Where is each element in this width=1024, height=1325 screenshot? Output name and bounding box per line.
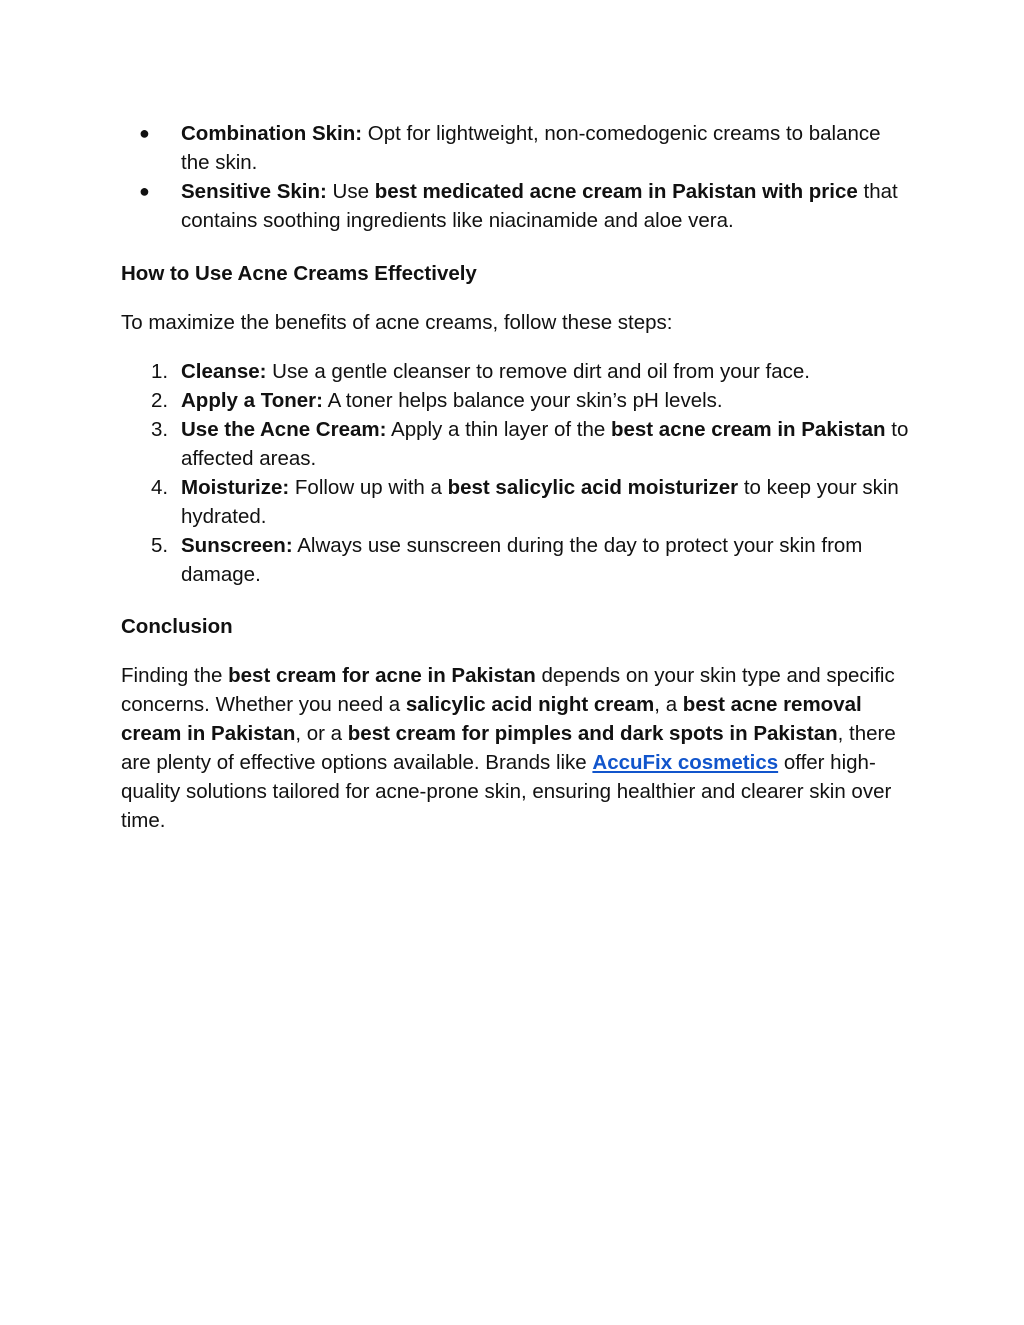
conclusion-bold-text: best acne removal cream in Pakistan [121,693,862,745]
conclusion-bold-text: best cream for pimples and dark spots in Pakistan [347,722,838,745]
conclusion-text: depends on your skin type and specific concerns. Whether you need a [121,664,895,716]
step-text: to affected areas. [181,418,909,470]
step-bold-text: best acne cream in Pakistan [610,418,886,441]
accufix-cosmetics-link[interactable]: AccuFix cosmetics [592,751,779,774]
conclusion-text: , a [654,693,683,716]
step-number: 2. [151,389,169,412]
step-text: A toner helps balance your skin’s pH levels. [323,389,723,412]
step-text: Use a gentle cleanser to remove dirt and oil from your face. [266,360,810,383]
item-text: Opt for lightweight, non-comedogenic creams to balance the skin. [181,122,881,174]
skin-type-list [121,119,911,235]
bullet-icon: ● [139,181,150,201]
conclusion-paragraph [121,661,911,835]
conclusion-text: , or a [295,722,348,745]
list-item-combination-skin [121,119,911,177]
item-label: Combination Skin: [181,122,363,145]
document-body [121,119,911,835]
step-cleanse [121,357,911,386]
step-number: 4. [151,476,169,499]
step-sunscreen [121,531,911,589]
list-item-sensitive-skin [121,177,911,235]
conclusion-bold-text: salicylic acid night cream [405,693,655,716]
item-text: that contains soothing ingredients like niacinamide and aloe vera. [181,180,898,232]
conclusion-bold-text: best cream for acne in Pakistan [228,664,536,687]
step-acne-cream [121,415,911,473]
step-bold-text: best salicylic acid moisturizer [447,476,739,499]
section-heading-usage: How to Use Acne Creams Effectively [121,262,477,285]
step-label: Apply a Toner: [181,389,323,412]
step-number: 3. [151,418,169,441]
step-number: 5. [151,534,169,557]
usage-steps-list [121,357,911,589]
step-text: Apply a thin layer of the [386,418,611,441]
step-label: Use the Acne Cream: [181,418,387,441]
step-label: Cleanse: [181,360,267,383]
conclusion-text: Finding the [121,664,229,687]
item-label: Sensitive Skin: [181,180,327,203]
step-label: Moisturize: [181,476,290,499]
step-text: Follow up with a [289,476,448,499]
step-toner [121,386,911,415]
step-label: Sunscreen: [181,534,293,557]
conclusion-text: , there are plenty of effective options available. Brands like [121,722,896,774]
conclusion-text: offer high-quality solutions tailored for acne-prone skin, ensuring healthier and clearer skin over time. [121,751,892,832]
bullet-icon: ● [139,123,150,143]
item-bold-text: best medicated acne cream in Pakistan with price [374,180,858,203]
item-text: Use [326,180,375,203]
usage-intro: To maximize the benefits of acne creams, follow these steps: [121,311,673,334]
section-heading-conclusion: Conclusion [121,615,233,638]
step-number: 1. [151,360,169,383]
step-text: Always use sunscreen during the day to protect your skin from damage. [181,534,863,586]
step-text: to keep your skin hydrated. [181,476,899,528]
step-moisturize [121,473,911,531]
